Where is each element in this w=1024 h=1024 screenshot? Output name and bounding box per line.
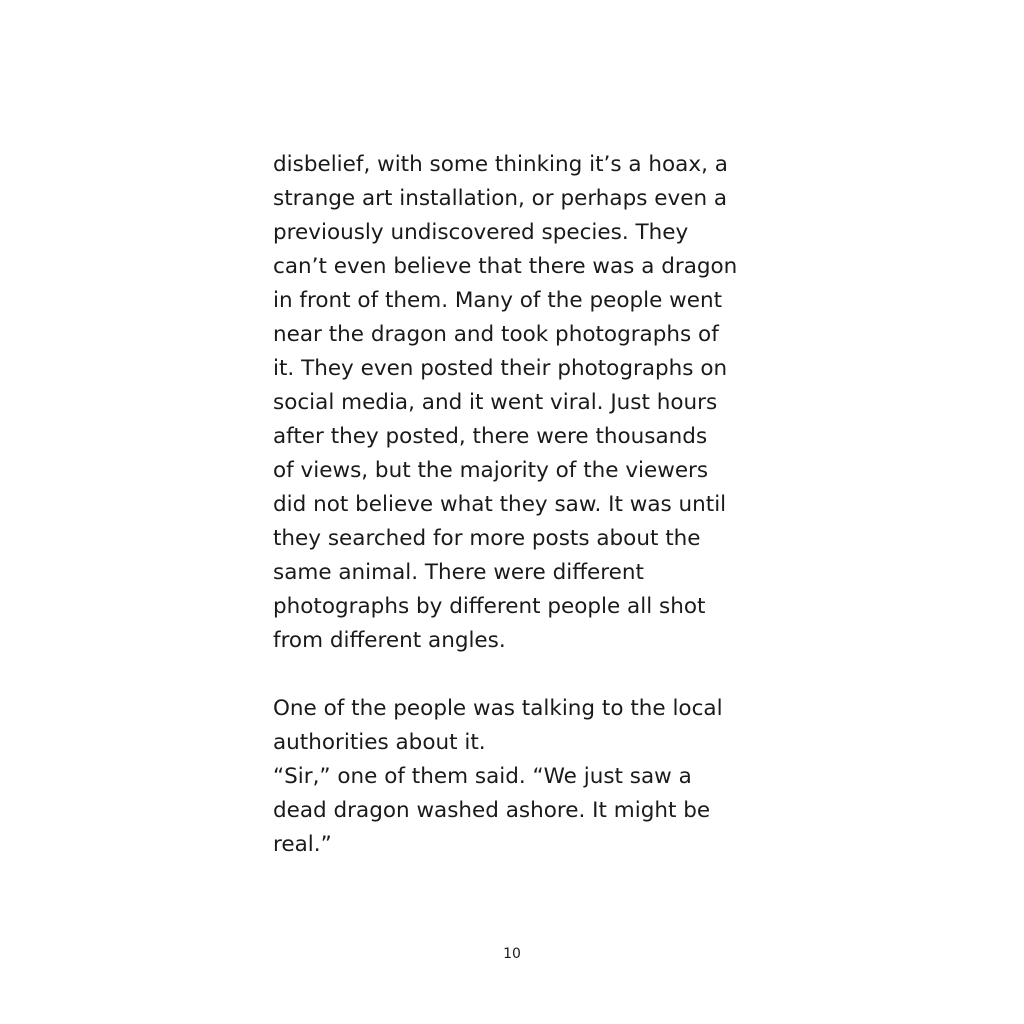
text-line: of views, but the majority of the viewers	[273, 458, 709, 483]
body-text	[273, 148, 773, 862]
text-line: after they posted, there were thousands	[273, 424, 708, 449]
text-line: same animal. There were different	[273, 560, 644, 585]
text-line: real.”	[273, 832, 332, 857]
text-line: in front of them. Many of the people went	[273, 288, 723, 313]
text-line: One of the people was talking to the local	[273, 696, 723, 721]
text-line: previously undiscovered species. They	[273, 220, 689, 245]
page-number: 10	[503, 946, 521, 962]
text-line: from different angles.	[273, 628, 506, 653]
text-line: strange art installation, or perhaps even a	[273, 186, 728, 211]
text-line: it. They even posted their photographs on	[273, 356, 728, 381]
text-line: photographs by different people all shot	[273, 594, 706, 619]
text-line: near the dragon and took photographs of	[273, 322, 719, 347]
text-line: “Sir,” one of them said. “We just saw a	[273, 764, 692, 789]
text-line: they searched for more posts about the	[273, 526, 701, 551]
text-line: did not believe what they saw. It was until	[273, 492, 727, 517]
text-line: can’t even believe that there was a dragon	[273, 254, 738, 279]
text-line: dead dragon washed ashore. It might be	[273, 798, 711, 823]
paragraph-gap	[273, 658, 773, 692]
text-line: social media, and it went viral. Just hours	[273, 390, 718, 415]
text-line: disbelief, with some thinking it’s a hoax, a	[273, 152, 728, 177]
text-line: authorities about it.	[273, 730, 486, 755]
